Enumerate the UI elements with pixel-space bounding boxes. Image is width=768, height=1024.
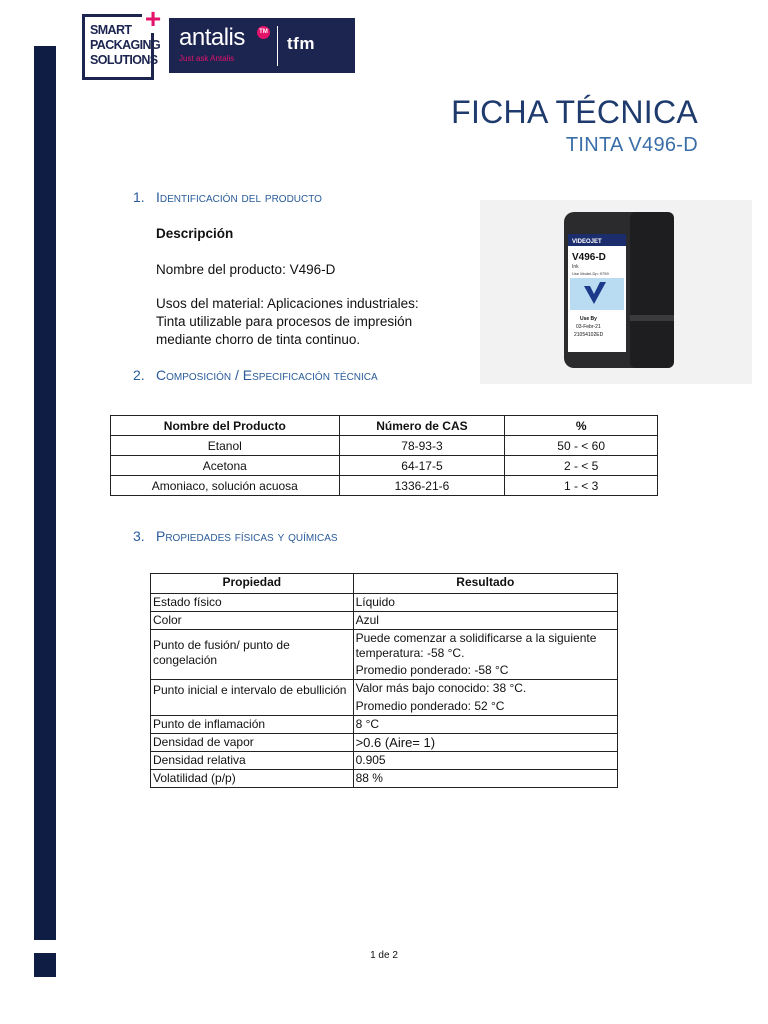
page-subtitle: TINTA V496-D: [565, 134, 698, 156]
property-cell: Punto de fusión/ punto de congelación: [151, 630, 354, 680]
property-cell: Punto de inflamación: [151, 716, 354, 734]
section-1-heading: 1. Identificación del producto: [133, 189, 322, 205]
cartridge-useby: Use By: [580, 316, 597, 322]
material-uses: Usos del material: Aplicaciones industriales: Tinta utilizable para procesos de impresión mediante chorro de tinta continuo.: [156, 296, 419, 347]
col-header: Resultado: [353, 574, 617, 594]
smart-packaging-logo: SMART PACKAGING SOLUTIONS +: [82, 14, 154, 80]
table-cell: Amoniaco, solución acuosa: [111, 476, 340, 496]
col-header: Propiedad: [151, 574, 354, 594]
result-cell: 0.905: [353, 752, 617, 770]
logo-separator: [277, 26, 278, 66]
table-cell: 1 - < 3: [505, 476, 658, 496]
table-row: [151, 770, 618, 788]
property-cell: Estado físico: [151, 594, 354, 612]
page-title: FICHA TÉCNICA: [451, 94, 698, 130]
result-cell: 8 °C: [353, 716, 617, 734]
table-row: [151, 752, 618, 770]
antalis-wordmark: antalis: [179, 24, 245, 51]
cartridge-type: Ink: [572, 264, 579, 270]
tfm-wordmark: tfm: [287, 34, 315, 53]
result-cell: >0.6 (Aire= 1): [353, 734, 617, 752]
antalis-tm-badge: TM: [257, 26, 270, 39]
table-row: [111, 436, 658, 456]
col-header: Número de CAS: [339, 416, 505, 436]
property-cell: Densidad relativa: [151, 752, 354, 770]
description-block: [156, 225, 233, 243]
table-header-row: [151, 574, 618, 594]
product-name: Nombre del producto: V496-D: [156, 262, 336, 277]
table-cell: Acetona: [111, 456, 340, 476]
table-cell: 2 - < 5: [505, 456, 658, 476]
result-cell: 88 %: [353, 770, 617, 788]
cartridge-lot: 21054102ED: [574, 332, 604, 338]
table-row: [111, 476, 658, 496]
composition-table: [110, 415, 658, 496]
col-header: Nombre del Producto: [111, 416, 340, 436]
table-row: [151, 716, 618, 734]
table-cell: 64-17-5: [339, 456, 505, 476]
property-cell: Color: [151, 612, 354, 630]
table-row: [151, 594, 618, 612]
property-cell: Volatilidad (p/p): [151, 770, 354, 788]
table-row: [151, 612, 618, 630]
section-2-heading: 2. Composición / Especificación técnica: [133, 367, 378, 383]
col-header: %: [505, 416, 658, 436]
table-row: [151, 630, 618, 680]
result-cell: Puede comenzar a solidificarse a la siguiente temperatura: -58 °C. Promedio ponderado: -58 °C: [353, 630, 617, 680]
cartridge-sub: Use Model-Dp: 9759: [572, 271, 609, 276]
plus-icon: +: [142, 5, 164, 33]
table-cell: Etanol: [111, 436, 340, 456]
table-row: [111, 456, 658, 476]
table-row: [151, 680, 618, 716]
ink-cartridge-image: [480, 200, 752, 384]
result-cell: Valor más bajo conocido: 38 °C. Promedio ponderado: 52 °C: [353, 680, 617, 716]
table-cell: 50 - < 60: [505, 436, 658, 456]
table-cell: 78-93-3: [339, 436, 505, 456]
description-label: Descripción: [156, 226, 234, 241]
table-cell: 1336-21-6: [339, 476, 505, 496]
property-cell: Punto inicial e intervalo de ebullición: [151, 680, 354, 716]
antalis-tagline: Just ask Antalis: [179, 54, 235, 63]
cartridge-brand: VIDEOJET: [572, 239, 602, 245]
result-cell: Líquido: [353, 594, 617, 612]
properties-table: [150, 573, 618, 788]
table-row: [151, 734, 618, 752]
table-header-row: [111, 416, 658, 436]
section-3-heading: 3. Propiedades físicas y químicas: [133, 528, 338, 544]
result-cell: Azul: [353, 612, 617, 630]
cartridge-date: 03-Febr-21: [576, 324, 601, 330]
page-number: 1 de 2: [370, 950, 398, 961]
property-cell: Densidad de vapor: [151, 734, 354, 752]
left-sidebar-bar: [34, 46, 56, 940]
cartridge-code: V496-D: [572, 252, 606, 263]
antalis-tfm-logo: [169, 18, 355, 73]
